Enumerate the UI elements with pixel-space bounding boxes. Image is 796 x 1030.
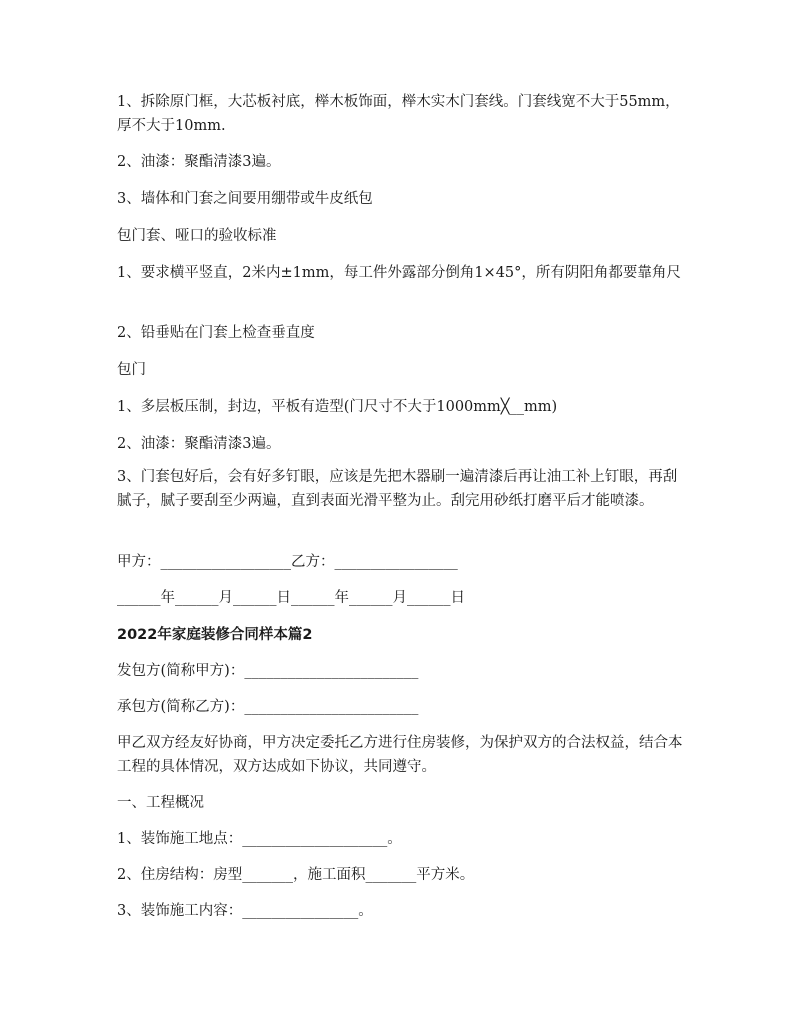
paragraph-paint-polyester-2: 2、油漆：聚酯清漆3遍。 xyxy=(117,436,281,452)
section-heading-door-wrap: 包门 xyxy=(117,362,146,378)
paragraph-paint-polyester: 2、油漆：聚酯清漆3遍。 xyxy=(117,154,281,170)
paragraph-plumb-check: 2、铅垂贴在门套上检查垂直度 xyxy=(117,325,315,341)
field-construction-site: 1、装饰施工地点：____________________。 xyxy=(117,831,402,847)
paragraph-nail-holes: 3、门套包好后，会有好多钉眼，应该是先把木器刷一遍清漆后再让油工补上钉眼，再刮腻子，腻子要刮至少两遍，直到表面光滑平整为止。刮完用砂纸打磨平后才能喷漆。 xyxy=(117,469,678,509)
paragraph-agreement-intro: 甲乙双方经友好协商，甲方决定委托乙方进行住房装修，为保护双方的合法权益，结合本工程的具体情况，双方达成如下协议，共同遵守。 xyxy=(117,735,683,775)
field-construction-content: 3、装饰施工内容：________________。 xyxy=(117,903,373,919)
field-housing-structure: 2、住房结构：房型_______，施工面积_______平方米。 xyxy=(117,867,475,883)
section-heading-project-overview: 一、工程概况 xyxy=(117,795,204,811)
signature-line-parties: 甲方：__________________乙方：_________________ xyxy=(117,554,458,570)
paragraph-level-plumb-requirement: 1、要求横平竖直，2米内±1mm，每工件外露部分倒角1×45°，所有阴阳角都要靠角尺 xyxy=(117,265,681,281)
section-title-contract-sample-2: 2022年家庭装修合同样本篇2 xyxy=(117,627,313,643)
signature-line-dates: ______年______月______日______年______月______日 xyxy=(117,590,465,606)
paragraph-door-frame-removal: 1、拆除原门框，大芯板衬底，榉木板饰面，榉木实木门套线。门套线宽不大于55mm，厚不大于10mm. xyxy=(117,94,680,134)
paragraph-multilayer-board: 1、多层板压制，封边，平板有造型(门尺寸不大于1000mm╳__mm) xyxy=(117,399,558,415)
field-contractor-party-a: 发包方(简称甲方)：________________________ xyxy=(117,663,419,679)
field-contractor-party-b: 承包方(简称乙方)：________________________ xyxy=(117,699,419,715)
paragraph-wall-wrap: 3、墙体和门套之间要用绷带或牛皮纸包 xyxy=(117,191,373,207)
section-heading-acceptance-standard: 包门套、哑口的验收标准 xyxy=(117,228,277,244)
